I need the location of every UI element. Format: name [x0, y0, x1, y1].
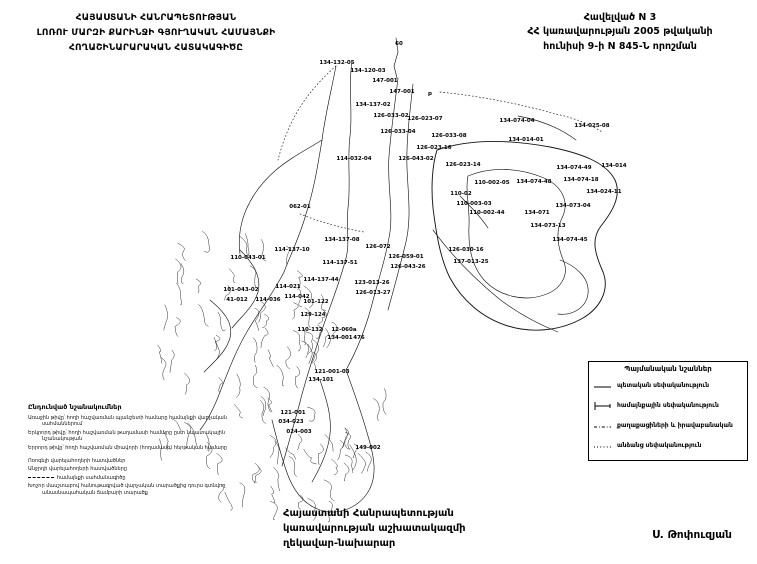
issuer-line-3: ղեկավար-նախարար	[283, 538, 396, 549]
parcel-label: 114-021	[275, 284, 301, 290]
parcel-label: 134-137-08	[324, 237, 360, 243]
parcel-label: 147-001	[389, 89, 415, 95]
parcel-label: p	[428, 91, 432, 97]
parcel-label: 126-033-04	[380, 129, 416, 135]
dash-dot-line-icon	[593, 416, 617, 435]
abbreviations-title: Ընդունված նշանակումներ	[28, 403, 122, 411]
title-line-1: ՀԱՅԱՍՏԱՆԻ ՀԱՆՐԱՊԵՏՈՒԹՅԱՆ	[75, 13, 237, 23]
parcel-label: 137-013-25	[453, 259, 489, 265]
parcel-label: 134-074-45	[552, 237, 588, 243]
title-line-2: ԼՈՌՈՒ ՄԱՐԶԻ ՔԱՐԻՆՋԻ ԳՅՈՒՂԱԿԱՆ ՀԱՄԱՅՆՔԻ	[36, 27, 276, 38]
parcel-label: 126-013-27	[355, 290, 391, 296]
abbreviations-legend	[28, 403, 266, 498]
parcel-label: 101-122	[303, 299, 329, 305]
parcel-label: 126-043-26	[390, 264, 426, 270]
parcel-label: 126-023-14	[445, 162, 481, 168]
legend-item-persons	[593, 436, 743, 455]
map-title	[10, 11, 302, 56]
parcel-label: 147-001	[372, 78, 398, 84]
issuer-block	[283, 506, 498, 551]
parcel-label: 134-120-03	[350, 68, 386, 74]
legend-item-label: քաղաքացիների և իրավաբանական	[617, 421, 733, 429]
conventional-signs-box	[588, 361, 748, 461]
solid-line-icon	[593, 376, 617, 395]
parcel-label: 129-124	[300, 312, 326, 318]
parcel-label: 134-074-48	[516, 179, 552, 185]
parcel-label: 126-023-07	[407, 116, 443, 122]
map-line	[467, 169, 565, 298]
parcel-label: 149-002	[355, 445, 381, 451]
issuer-line-2: կառավարության աշխատակազմի	[283, 523, 466, 534]
parcel-label: 110-002-05	[474, 180, 510, 186]
map-dotted-line	[278, 66, 336, 160]
legend-item-label: համայնքային սեփականություն	[617, 401, 719, 409]
parcel-label: 126-043-02	[398, 156, 434, 162]
parcel-label: 024-003	[286, 429, 312, 435]
legend-item-community	[593, 396, 743, 415]
parcel-label: 134-132-05	[319, 60, 355, 66]
parcel-label: 126-033-02	[373, 113, 409, 119]
dotted-line-icon	[593, 436, 617, 455]
parcel-label: 114-137-44	[303, 277, 339, 283]
legend-item-label: պետական սեփականություն	[617, 381, 710, 389]
parcel-label: 134-074-18	[563, 177, 599, 183]
parcel-label: 110-003-03	[456, 201, 492, 207]
legend-entry-label: համայնքի սահմանագիծը	[57, 474, 126, 481]
parcel-label: 134-024-11	[586, 189, 622, 195]
annex-line-3: հունիսի 9-ի N 845-Ն որոշման	[543, 40, 697, 52]
annex-reference	[492, 11, 748, 54]
parcel-label: 476	[353, 335, 365, 341]
parcel-label: 114-137-10	[274, 247, 310, 253]
map-line	[272, 370, 374, 512]
parcel-label: 134-073-13	[530, 223, 566, 229]
legend-entry: Երրորդ թիվը՝ հողի հաշվառման միավորի (հողամասի) հերթական համարը	[28, 444, 228, 451]
annex-line-1: Հավելված N 3	[583, 12, 657, 23]
parcel-label: 134-014	[601, 163, 627, 169]
map-line	[558, 260, 588, 314]
parcel-label: 134-071	[524, 210, 550, 216]
conventional-signs-title: Պայմանական նշաններ	[624, 365, 712, 373]
annex-line-2: ՀՀ կառավարության 2005 թվականի	[527, 26, 713, 38]
map-line	[312, 380, 330, 482]
parcel-label: 134-014-01	[508, 137, 544, 143]
legend-item-citizens	[593, 416, 743, 435]
parcel-label: 101-043-02	[223, 287, 259, 293]
title-line-3: ՀՈՂԱՇԻՆԱՐԱՐԱԿԱՆ ՀԱՏԱԿԱԳԻԾԸ	[68, 42, 244, 53]
parcel-label: 126-072	[365, 244, 391, 250]
parcel-label: 121-001-03	[314, 369, 350, 375]
parcel-label: 110-043-01	[230, 255, 266, 261]
parcel-label: 134-025-08	[574, 123, 610, 129]
parcel-labels	[223, 41, 626, 451]
legend-entry: Երկրորդ թիվը՝ հողի հաշվառման թաղամասի համարը ըստ նպատակային նշանակության	[28, 429, 226, 443]
parcel-label: 134-073-04	[555, 203, 591, 209]
parcel-label: 134-101	[308, 377, 334, 383]
parcel-label: 126-033-08	[431, 133, 467, 139]
signature: Ս. Թոփուզյան	[652, 529, 732, 541]
map-dotted-line	[300, 214, 364, 232]
legend-entry: Խոշոր մասշտաբով հանութագրված վարչական տարածքից դուրս գտնվող անասնապահական ճամբարի տարածք	[28, 483, 226, 496]
parcel-label: 41-012	[226, 297, 248, 303]
parcel-label: 110-02	[450, 191, 472, 197]
parcel-label: 110-002-44	[469, 210, 505, 216]
parcel-label: 12-060a	[331, 327, 357, 333]
legend-item-state	[593, 376, 743, 395]
parcel-label: 134-001	[327, 335, 353, 341]
parcel-label: 121-001	[280, 410, 306, 416]
parcel-label: 114-042	[284, 294, 310, 300]
parcel-label: 123-013-26	[354, 280, 390, 286]
parcel-label: 134-074-49	[556, 165, 592, 171]
parcel-label: 110-132	[297, 327, 323, 333]
parcel-label: 134-137-02	[355, 102, 391, 108]
dash-dot-line-icon	[28, 477, 54, 478]
parcel-label: 062-01	[289, 204, 311, 210]
parcel-label: 60	[395, 41, 403, 47]
parcel-label: 034-023	[278, 419, 304, 425]
parcel-label: 126-059-01	[388, 254, 424, 260]
legend-entry: Ոռոգելի վարելահողերի հատվածներ	[28, 457, 126, 464]
legend-entry-boundary	[28, 475, 266, 481]
parcel-label: 134-074-04	[499, 118, 535, 124]
parcel-label: 114-036	[255, 297, 281, 303]
issuer-line-1: Հայաստանի Հանրապետության	[283, 508, 454, 519]
legend-entry: Անջրդի վարելահողերի հատվածները	[28, 466, 127, 473]
legend-item-label: անձանց սեփականություն	[617, 441, 702, 449]
legend-entry: Առաջին թիվը՝ հողի հաշվառման պլանշետի համարը համայնքի վարչական սահմաններում	[28, 415, 227, 428]
parcel-label: 114-032-04	[336, 156, 372, 162]
parcel-label: 126-023-16	[416, 145, 452, 151]
parcel-label: 114-137-51	[322, 260, 358, 266]
bracket-line-icon	[593, 396, 617, 415]
map-line	[239, 140, 322, 254]
parcel-label: 126-030-16	[448, 247, 484, 253]
